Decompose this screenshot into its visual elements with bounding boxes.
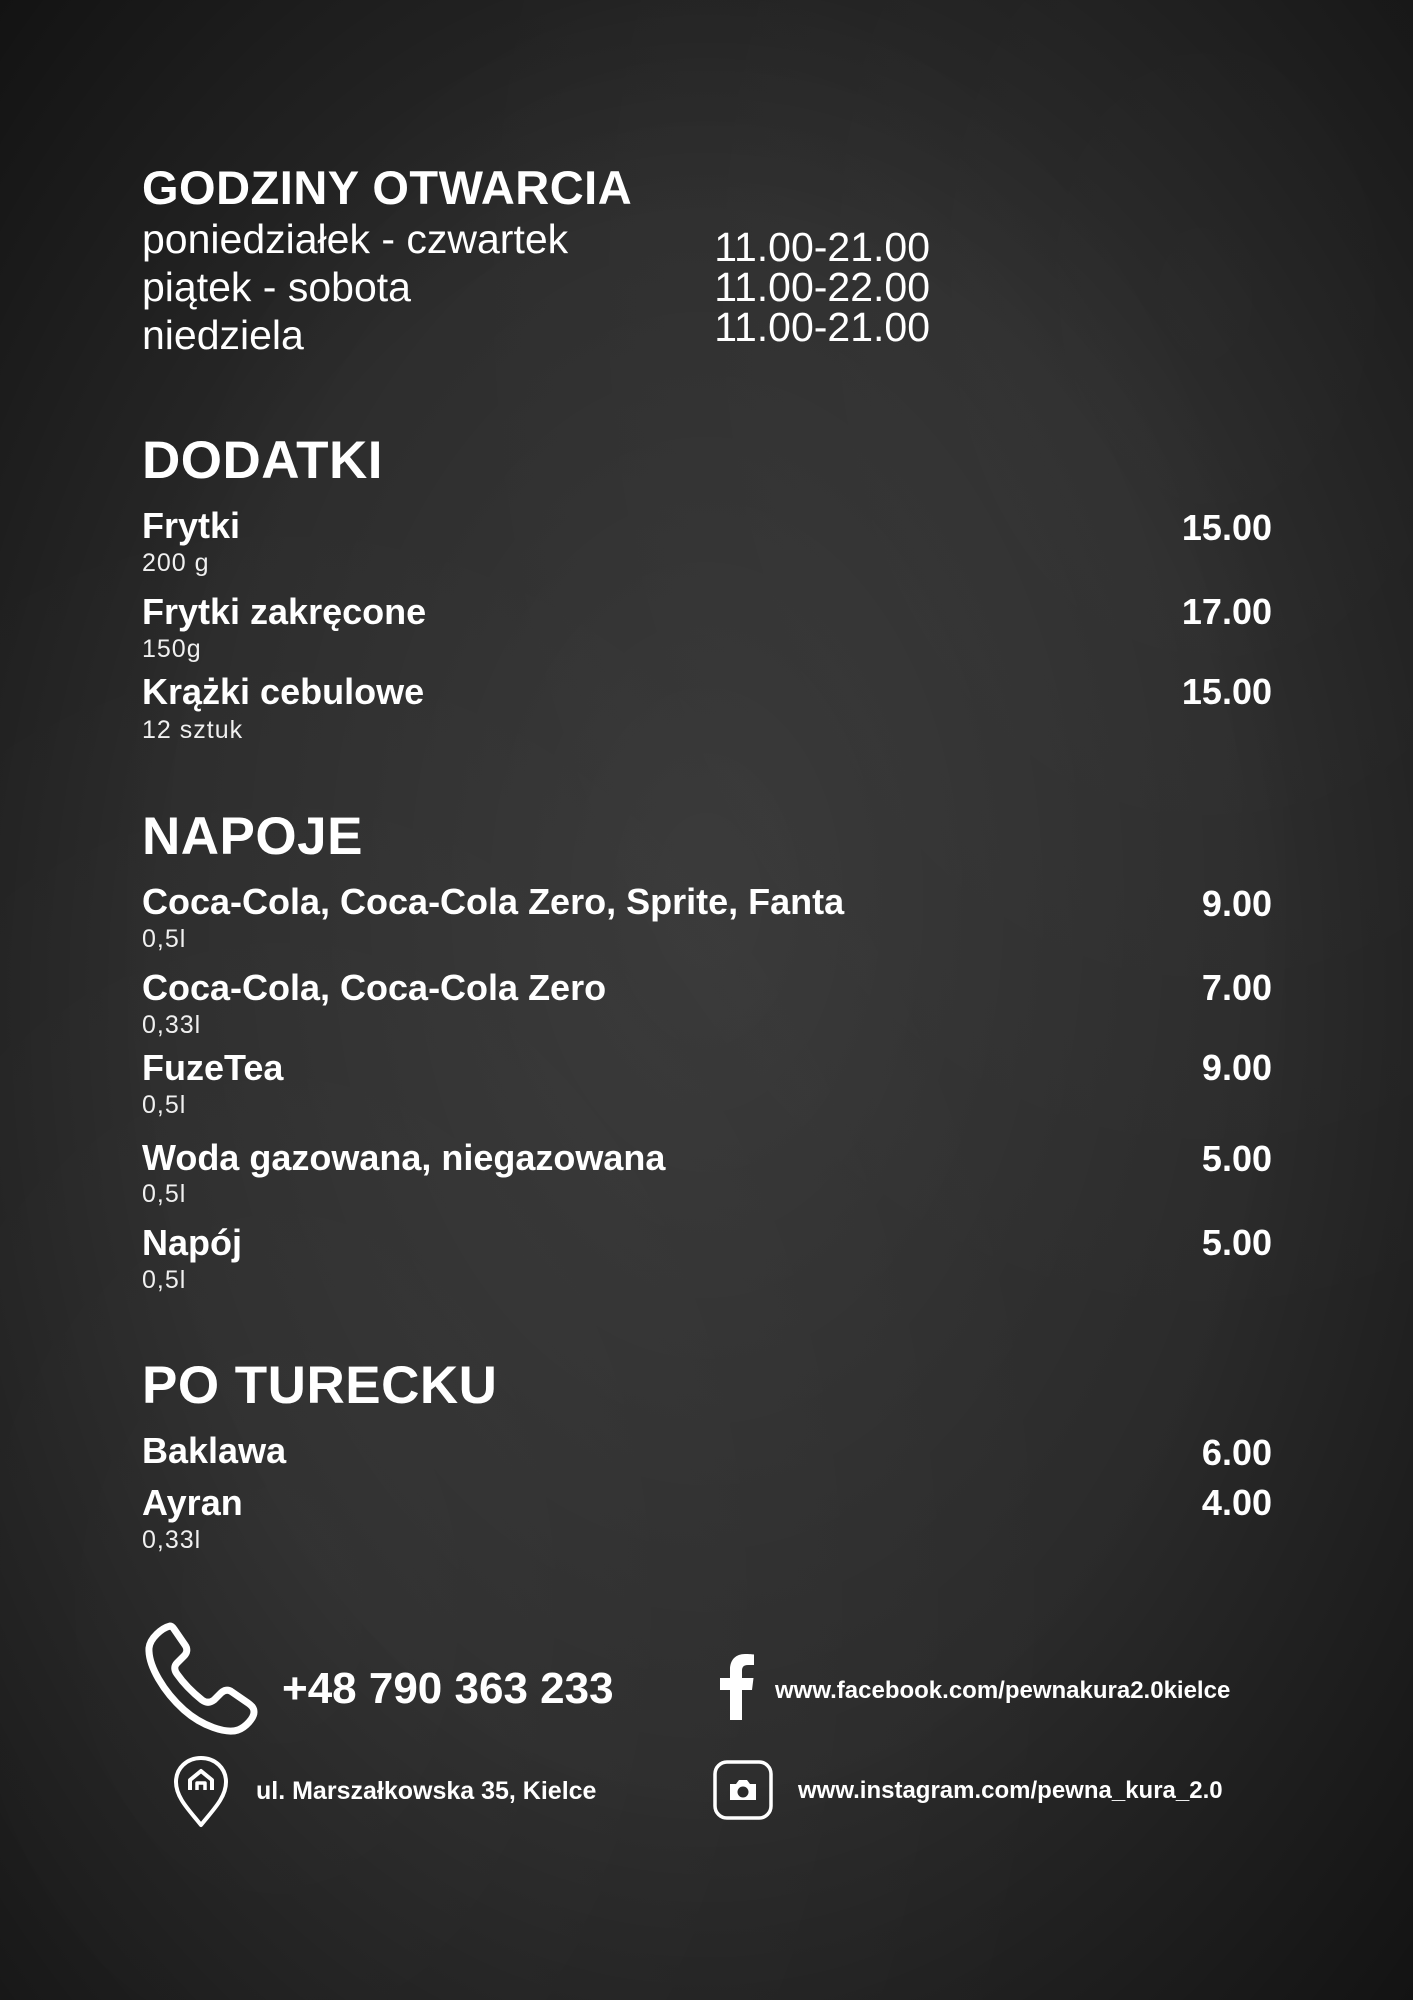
- hours-title: GODZINY OTWARCIA: [142, 161, 633, 214]
- menu-item-name: Baklawa: [142, 1430, 287, 1471]
- hours-time: 11.00-22.00: [714, 264, 930, 310]
- menu-item-price: 5.00: [1201, 1138, 1272, 1179]
- menu-item-price: 9.00: [1201, 1047, 1272, 1088]
- menu-item-name: FuzeTea: [142, 1047, 284, 1088]
- section-title-napoje: NAPOJE: [142, 807, 363, 866]
- menu-item-portion: 0,33l: [142, 1526, 202, 1554]
- facebook-link[interactable]: www.facebook.com/pewnakura2.0kielce: [775, 1677, 1231, 1704]
- hours-day: poniedziałek - czwartek: [142, 216, 569, 262]
- menu-item-name: Frytki zakręcone: [142, 591, 427, 632]
- section-title-dodatki: DODATKI: [142, 431, 383, 490]
- menu-item-name: Napój: [142, 1222, 243, 1263]
- menu-item-portion: 200 g: [142, 549, 210, 577]
- menu-item-price: 4.00: [1201, 1482, 1272, 1523]
- menu-item-portion: 0,33l: [142, 1011, 202, 1039]
- address: ul. Marszałkowska 35, Kielce: [256, 1777, 597, 1805]
- menu-item-name: Coca-Cola, Coca-Cola Zero, Sprite, Fanta: [142, 881, 845, 922]
- phone-number[interactable]: +48 790 363 233: [282, 1664, 614, 1713]
- menu-item-portion: 0,5l: [142, 1180, 187, 1208]
- section-title-po-turecku: PO TURECKU: [142, 1356, 498, 1415]
- menu-item-price: 15.00: [1181, 507, 1272, 548]
- menu-item-price: 17.00: [1181, 591, 1272, 632]
- menu-item-price: 7.00: [1201, 967, 1272, 1008]
- location-pin-icon: [172, 1754, 230, 1828]
- instagram-icon[interactable]: [712, 1759, 774, 1821]
- instagram-link[interactable]: www.instagram.com/pewna_kura_2.0: [798, 1777, 1223, 1804]
- menu-item-name: Frytki: [142, 505, 241, 546]
- menu-item-price: 15.00: [1181, 671, 1272, 712]
- menu-item-portion: 150g: [142, 635, 202, 663]
- menu-item-portion: 0,5l: [142, 925, 187, 953]
- menu-item-price: 6.00: [1201, 1432, 1272, 1473]
- phone-icon: [140, 1618, 260, 1738]
- hours-day: niedziela: [142, 312, 304, 358]
- hours-day: piątek - sobota: [142, 264, 411, 310]
- menu-item-portion: 0,5l: [142, 1091, 187, 1119]
- menu-item-portion: 12 sztuk: [142, 716, 244, 744]
- menu-item-name: Ayran: [142, 1482, 243, 1523]
- menu-item-name: Coca-Cola, Coca-Cola Zero: [142, 967, 607, 1008]
- hours-time: 11.00-21.00: [714, 224, 930, 270]
- menu-item-portion: 0,5l: [142, 1266, 187, 1294]
- facebook-icon[interactable]: [720, 1654, 754, 1720]
- hours-time: 11.00-21.00: [714, 304, 930, 350]
- menu-item-name: Woda gazowana, niegazowana: [142, 1137, 666, 1178]
- menu-item-price: 5.00: [1201, 1222, 1272, 1263]
- menu-item-price: 9.00: [1201, 883, 1272, 924]
- menu-item-name: Krążki cebulowe: [142, 671, 425, 712]
